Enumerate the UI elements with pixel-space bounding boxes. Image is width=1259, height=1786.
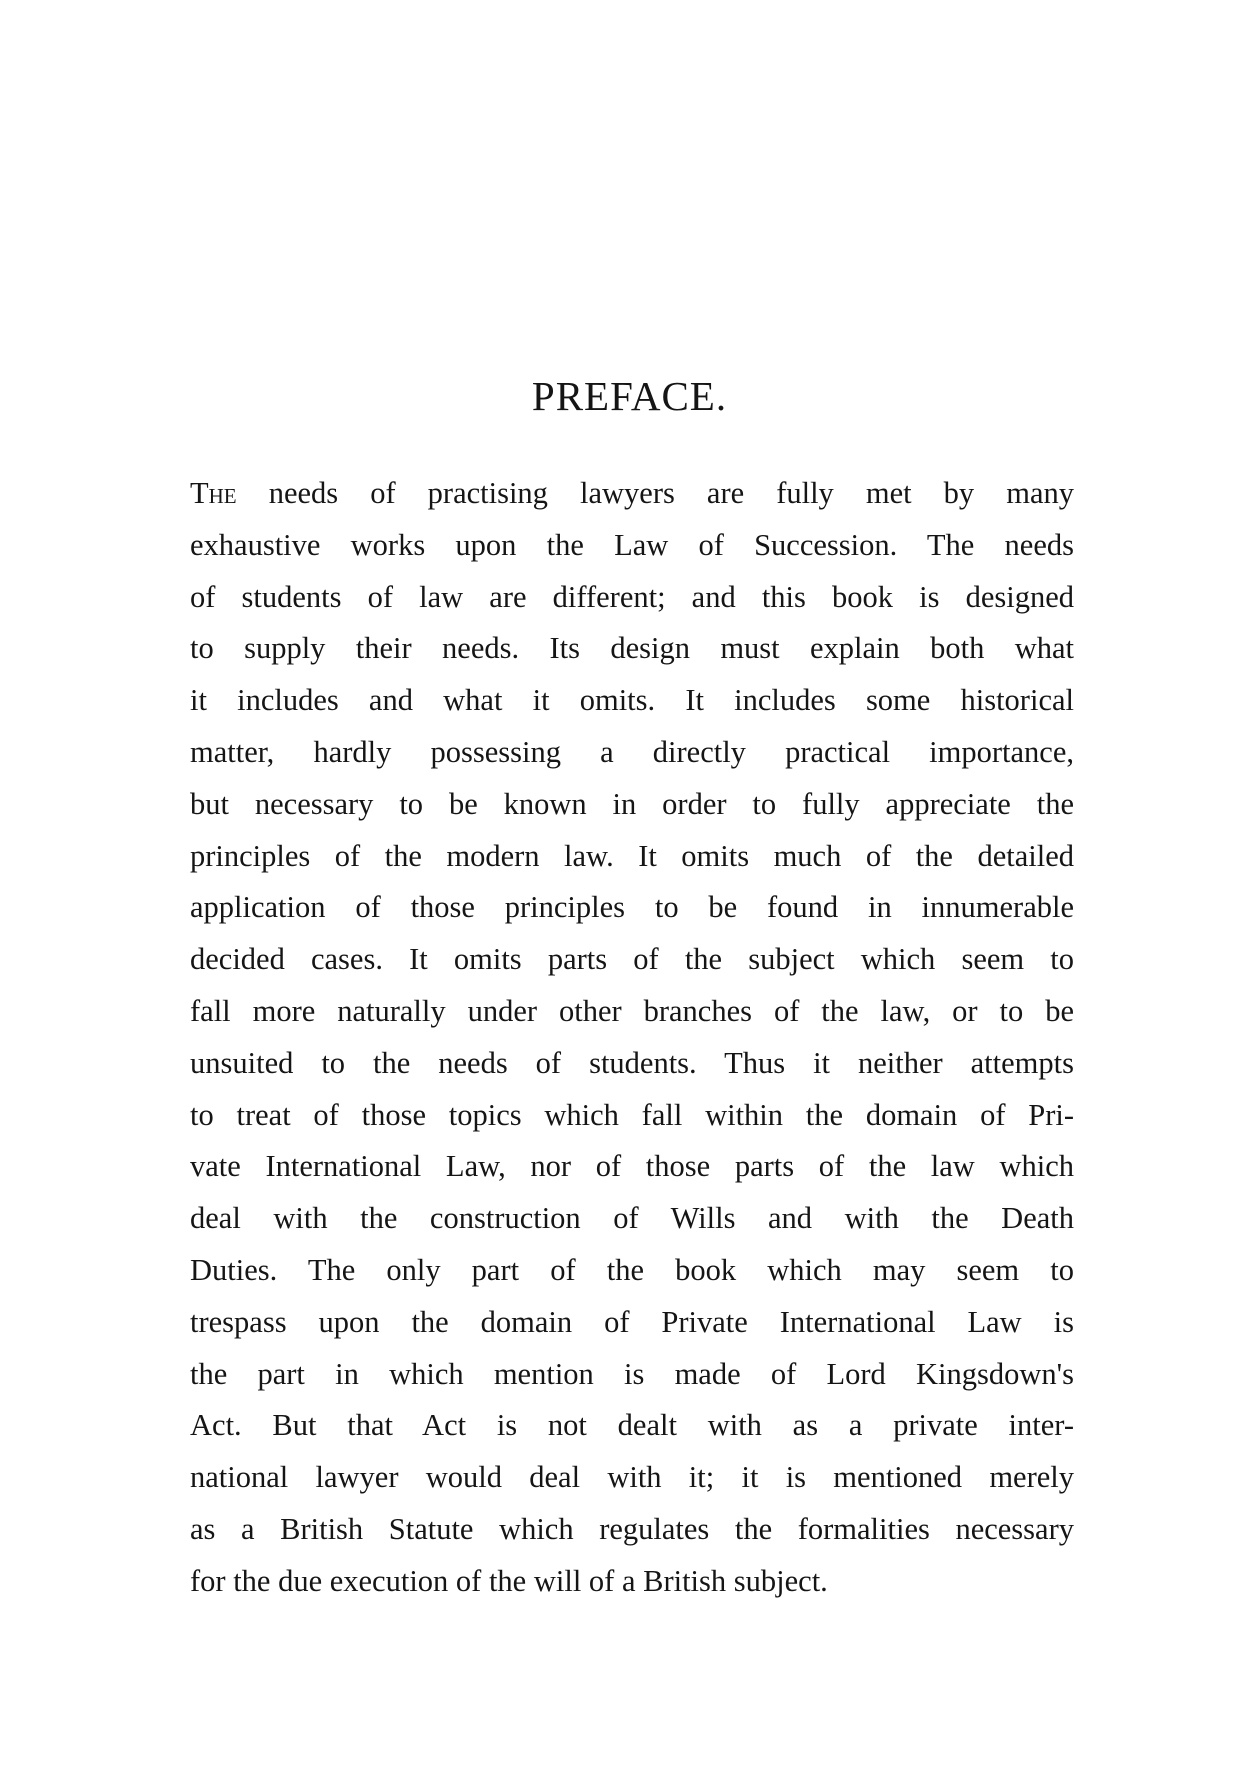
text-line: national lawyer would deal with it; it is mentioned merely bbox=[190, 1460, 1074, 1495]
text-line: trespass upon the domain of Private International Law is bbox=[190, 1304, 1074, 1339]
drop-word: The bbox=[190, 476, 237, 510]
text-line: principles of the modern law. It omits much of the detailed bbox=[190, 838, 1074, 873]
text-line: to supply their needs. Its design must explain both what bbox=[190, 631, 1074, 666]
text-line: to treat of those topics which fall within the domain of Pri- bbox=[190, 1097, 1074, 1132]
text-line: fall more naturally under other branches of the law, or to be bbox=[190, 993, 1074, 1028]
text-line: the part in which mention is made of Lord Kingsdown's bbox=[190, 1356, 1074, 1391]
text-line: vate International Law, nor of those parts of the law which bbox=[190, 1149, 1074, 1184]
text-line: Act. But that Act is not dealt with as a private inter- bbox=[190, 1408, 1074, 1443]
text-line: decided cases. It omits parts of the subject which seem to bbox=[190, 942, 1074, 977]
text-line: as a British Statute which regulates the formalities necessary bbox=[190, 1511, 1074, 1546]
text-line: deal with the construction of Wills and with the Death bbox=[190, 1201, 1074, 1236]
page-title: PREFACE. bbox=[531, 373, 728, 419]
text-line: it includes and what it omits. It includes some historical bbox=[190, 683, 1074, 718]
preface-paragraph bbox=[190, 468, 1074, 1608]
text-line: application of those principles to be found in innumerable bbox=[190, 890, 1074, 925]
text-line: of students of law are different; and this book is designed bbox=[190, 579, 1074, 614]
text-line: unsuited to the needs of students. Thus it neither attempts bbox=[190, 1045, 1074, 1080]
text-line: but necessary to be known in order to fully appreciate the bbox=[190, 786, 1074, 821]
text-line: for the due execution of the will of a British subject. bbox=[190, 1563, 828, 1598]
text-line: exhaustive works upon the Law of Succession. The needs bbox=[190, 527, 1074, 562]
text-line: Duties. The only part of the book which may seem to bbox=[190, 1252, 1074, 1287]
text-line: The needs of practising lawyers are fully met by many bbox=[190, 476, 1074, 510]
text-line: matter, hardly possessing a directly practical importance, bbox=[190, 734, 1074, 769]
